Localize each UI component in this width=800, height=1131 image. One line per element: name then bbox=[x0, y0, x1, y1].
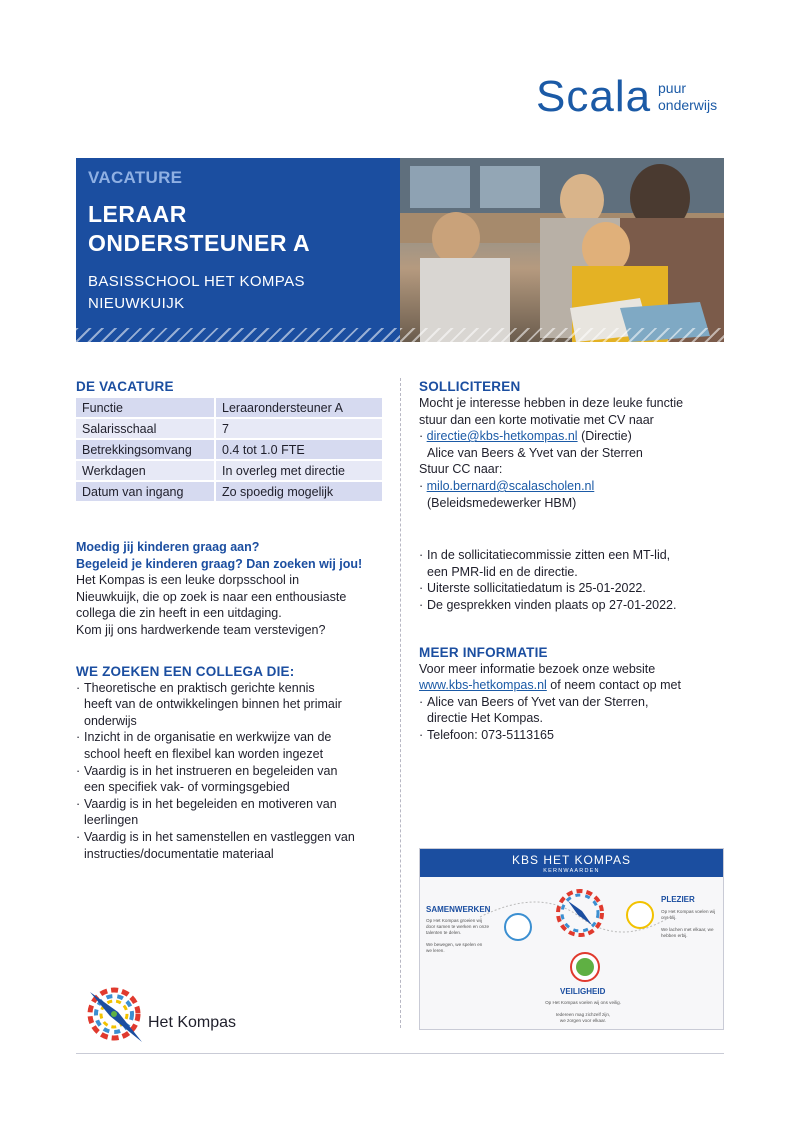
line: hebben erbij. bbox=[661, 933, 688, 938]
list-item bbox=[419, 694, 729, 727]
card-title: KBS HET KOMPAS bbox=[512, 853, 631, 867]
table-key: Salarisschaal bbox=[76, 419, 216, 438]
line: De gesprekken vinden plaats op 27-01-2022. bbox=[427, 597, 677, 612]
hero-subtitle bbox=[88, 271, 305, 315]
line: Inzicht in de organisatie en werkwijze van de bbox=[84, 730, 332, 745]
line: We lachen met elkaar, we bbox=[661, 927, 714, 932]
hero-subtitle-line-2: NIEUWKUIJK bbox=[88, 295, 185, 312]
line: Vaardig is in het samenstellen en vastleggen van bbox=[84, 829, 355, 844]
line: talenten te delen. bbox=[426, 930, 462, 935]
email-directie-line: · directie@kbs-hetkompas.nl (Directie) bbox=[419, 429, 632, 444]
line: onderwijs bbox=[84, 713, 137, 728]
logo-text: Het Kompas bbox=[148, 1014, 237, 1031]
list-item bbox=[76, 829, 382, 862]
line: een specifiek vak- of vormingsgebied bbox=[84, 780, 290, 795]
hero-banner bbox=[76, 158, 724, 342]
table-row bbox=[76, 482, 382, 501]
table-row bbox=[76, 461, 382, 480]
zoeken-block bbox=[76, 663, 382, 863]
line: door samen te werken en onze bbox=[426, 924, 490, 929]
line: heeft van de ontwikkelingen binnen het primair bbox=[84, 697, 342, 712]
hero-title-line-1: LERAAR bbox=[88, 201, 187, 227]
tagline-line-2: onderwijs bbox=[658, 97, 718, 113]
table-value: 0.4 tot 1.0 FTE bbox=[216, 440, 382, 459]
het-kompas-logo bbox=[84, 982, 264, 1046]
email-directie-suffix: (Directie) bbox=[577, 429, 632, 444]
list-item bbox=[76, 729, 382, 762]
hero-title-line-2: ONDERSTEUNER A bbox=[88, 230, 311, 256]
classroom-photo-illustration bbox=[400, 158, 724, 342]
line: we leren. bbox=[426, 948, 445, 953]
table-row bbox=[76, 440, 382, 459]
list-item bbox=[76, 796, 382, 829]
line: Alice van Beers of Yvet van der Sterren, bbox=[427, 694, 649, 709]
list-item bbox=[76, 763, 382, 796]
line: Uiterste sollicitatiedatum is 25-01-2022. bbox=[427, 581, 646, 596]
line: Telefoon: 073-5113165 bbox=[427, 727, 554, 742]
line: we zorgen voor elkaar. bbox=[559, 1018, 607, 1023]
table-row bbox=[76, 398, 382, 417]
table-key: Betrekkingsomvang bbox=[76, 440, 216, 459]
contact-list bbox=[419, 694, 729, 744]
line: Theoretische en praktisch gerichte kennis bbox=[84, 680, 315, 695]
solliciteren-heading: SOLLICITEREN bbox=[419, 379, 521, 394]
hero-eyebrow: VACATURE bbox=[88, 168, 183, 187]
footer-rule bbox=[76, 1053, 724, 1054]
line: directie Het Kompas. bbox=[427, 711, 544, 726]
intro-body-2: Nieuwkuijk, die op zoek is naar een enthousiaste bbox=[76, 589, 347, 604]
line: een PMR-lid en de directie. bbox=[427, 564, 578, 579]
intro-body-1: Het Kompas is een leuke dorpsschool in bbox=[76, 573, 300, 588]
table-value: Leraarondersteuner A bbox=[216, 398, 382, 417]
email-hbm-line: · milo.bernard@scalascholen.nl bbox=[419, 478, 595, 493]
hero-photo bbox=[400, 158, 724, 342]
email-hbm-role: (Beleidsmedewerker HBM) bbox=[427, 495, 577, 510]
vacature-table bbox=[76, 396, 382, 503]
intro-body-4: Kom jij ons hardwerkende team verstevigen? bbox=[76, 622, 326, 637]
left-column bbox=[76, 378, 382, 862]
table-row bbox=[76, 419, 382, 438]
email-hbm-link[interactable]: milo.bernard@scalascholen.nl bbox=[426, 478, 595, 493]
veiligheid-label: VEILIGHEID bbox=[560, 987, 606, 996]
line: ons blij. bbox=[661, 915, 677, 920]
email-directie-link[interactable]: directie@kbs-hetkompas.nl bbox=[426, 429, 578, 444]
meer-info-link-line bbox=[419, 677, 729, 694]
meer-info-line-1: Voor meer informatie bezoek onze website bbox=[419, 661, 656, 676]
directie-names: Alice van Beers & Yvet van der Sterren bbox=[427, 445, 643, 460]
hero-stripes bbox=[76, 328, 400, 342]
right-column bbox=[419, 378, 729, 744]
plezier-text bbox=[661, 909, 715, 939]
list-item bbox=[419, 727, 729, 744]
line: We bewegen, we spelen en bbox=[426, 942, 483, 947]
list-item bbox=[419, 597, 729, 614]
table-key: Datum van ingang bbox=[76, 482, 216, 501]
line: In de sollicitatiecommissie zitten een MT-lid, bbox=[427, 548, 671, 563]
samenwerken-label: SAMENWERKEN bbox=[426, 905, 491, 914]
card-subtitle: KERNWAARDEN bbox=[543, 868, 600, 874]
hero-title bbox=[88, 200, 310, 258]
kernwaarden-card bbox=[419, 848, 724, 1030]
scala-wordmark: Scala bbox=[536, 72, 652, 121]
website-link-suffix: of neem contact op met bbox=[546, 678, 681, 693]
line: Op Het Kompas voelen wij ons veilig. bbox=[545, 1000, 621, 1005]
sollicitatie-details bbox=[419, 547, 729, 613]
cc-label: Stuur CC naar: bbox=[419, 462, 503, 477]
line: leerlingen bbox=[84, 813, 139, 828]
zoeken-heading: WE ZOEKEN EEN COLLEGA DIE: bbox=[76, 663, 295, 679]
list-item bbox=[76, 680, 382, 730]
line: Iedereen mag zichzelf zijn, bbox=[555, 1012, 611, 1017]
veiligheid-text bbox=[538, 1000, 628, 1024]
line: Vaardig is in het instrueren en begeleiden van bbox=[84, 763, 338, 778]
line: Op Het Kompas voelen wij bbox=[661, 909, 716, 914]
list-item bbox=[419, 580, 729, 597]
hero-subtitle-line-1: BASISSCHOOL HET KOMPAS bbox=[88, 273, 305, 290]
intro-lead-1: Moedig jij kinderen graag aan? bbox=[76, 540, 260, 554]
table-value: 7 bbox=[216, 419, 382, 438]
zoeken-list bbox=[76, 680, 382, 863]
table-key: Functie bbox=[76, 398, 216, 417]
line: school heeft en flexibel kan worden ingezet bbox=[84, 746, 324, 761]
card-header bbox=[420, 849, 723, 877]
meer-info-heading: MEER INFORMATIE bbox=[419, 644, 548, 660]
samenwerken-text bbox=[426, 918, 489, 954]
compass-icon bbox=[558, 891, 602, 935]
solliciteren-line-1: Mocht je interesse hebben in deze leuke functie bbox=[419, 396, 684, 410]
scala-tagline bbox=[658, 80, 717, 114]
vacature-heading: DE VACATURE bbox=[76, 379, 174, 394]
hero-text-panel bbox=[76, 158, 400, 342]
plezier-label: PLEZIER bbox=[661, 895, 695, 904]
table-key: Werkdagen bbox=[76, 461, 216, 480]
photo-stripes bbox=[400, 328, 724, 342]
website-link[interactable]: www.kbs-hetkompas.nl bbox=[419, 678, 547, 693]
intro-block bbox=[76, 539, 382, 639]
line: Op Het Kompas groeien wij bbox=[426, 918, 482, 923]
meer-info-block bbox=[419, 644, 729, 744]
intro-lead-2: Begeleid je kinderen graag? Dan zoeken wij jou! bbox=[76, 556, 363, 571]
intro-body-3: collega die zin heeft in een uitdaging. bbox=[76, 606, 282, 621]
line: Vaardig is in het begeleiden en motiveren van bbox=[84, 796, 337, 811]
column-divider bbox=[400, 378, 401, 1028]
table-value: Zo spoedig mogelijk bbox=[216, 482, 382, 501]
table-value: In overleg met directie bbox=[216, 461, 382, 480]
solliciteren-line-2: stuur dan een korte motivatie met CV naar bbox=[419, 412, 654, 427]
tagline-line-1: puur bbox=[658, 80, 687, 96]
list-item bbox=[419, 547, 729, 580]
line: instructies/documentatie materiaal bbox=[84, 846, 274, 861]
compass-logo-icon bbox=[84, 982, 144, 1046]
